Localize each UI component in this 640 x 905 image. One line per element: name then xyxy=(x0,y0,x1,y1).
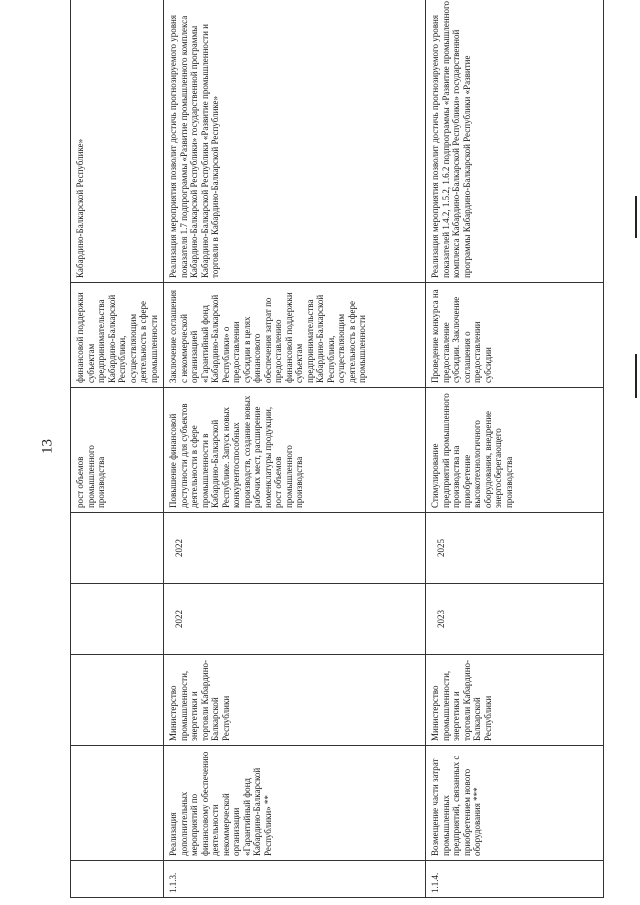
cell-indicator-link: Реализация мероприятия позволит достичь прогнозируемого уровня показателя 1.7 подпрограммы «Развитие промышленного комплекса Кабардино-Балкарской Республики» государственной программы Кабардино-Балкарской Республики «Развитие промышленности и торговли в Кабардино-Балкарской Республике» xyxy=(164,0,426,283)
cell-number xyxy=(71,861,164,898)
cell-end-year: 2025 xyxy=(426,513,604,584)
cell-executor xyxy=(71,655,164,746)
cell-number: 1.1.3. xyxy=(164,861,426,898)
cell-end-year: 2022 xyxy=(164,513,426,584)
activities-table xyxy=(70,0,604,898)
edge-mark-top xyxy=(635,196,637,238)
cell-implementation: финансовой поддержки субъектам предпринимательства Кабардино-Балкарской Республики, осуществляющим деятельность в сфере промышленности xyxy=(71,283,164,388)
cell-indicator-link: Реализация мероприятия позволит достичь прогнозируемого уровня показателей 1.4.2, 1.5.2, 1.6.2 подпрограммы «Развитие промышленного комплекса Кабардино-Балкарской Республики» государственной программы Кабардино-Балкарской Республики «Развитие xyxy=(426,0,604,283)
cell-expected-result: Стимулирование предприятий промышленного производства на приобретение высокотехнологичного оборудования, внедрение энергосберегающего производства xyxy=(426,388,604,513)
cell-start-year: 2023 xyxy=(426,584,604,655)
cell-activity-name: Реализация дополнительных мероприятий по финансовому обеспечению деятельности некоммерческой организации «Гарантийный фонд Кабардино-Балкарской Республики» ** xyxy=(164,746,426,861)
cell-start-year: 2022 xyxy=(164,584,426,655)
cell-executor: Министерство промышленности, энергетики и торговли Кабардино-Балкарской Республики xyxy=(426,655,604,746)
cell-implementation: Заключение соглашения с некоммерческой организацией «Гарантийный фонд Кабардино-Балкарской Республики» о предоставлении субсидии в целях финансового обеспечения затрат по предоставлению финансовой поддержки субъектам предпринимательства Кабардино-Балкарской Республики, осуществляющим деятельность в сфере промышленности xyxy=(164,283,426,388)
cell-executor: Министерство промышленности, энергетики и торговли Кабардино-Балкарской Республики xyxy=(164,655,426,746)
table-row xyxy=(426,0,604,898)
page-number: 13 xyxy=(39,439,56,454)
edge-mark-bottom xyxy=(635,354,637,398)
cell-implementation: Проведение конкурса на предоставление субсидии. Заключение соглашения о предоставлении субсидии xyxy=(426,283,604,388)
cell-activity-name: Возмещение части затрат промышленных предприятий, связанных с приобретением нового оборудования *** xyxy=(426,746,604,861)
cell-activity-name xyxy=(71,746,164,861)
table-row xyxy=(71,0,164,898)
table-sheet xyxy=(70,1,594,898)
table-row xyxy=(164,0,426,898)
rotated-table-wrapper xyxy=(70,1,594,898)
cell-start-year xyxy=(71,584,164,655)
cell-number: 1.1.4. xyxy=(426,861,604,898)
cell-indicator-link: Кабардино-Балкарской Республике» xyxy=(71,0,164,283)
cell-end-year xyxy=(71,513,164,584)
cell-expected-result: рост объемов промышленного производства xyxy=(71,388,164,513)
cell-expected-result: Повышение финансовой доступности для субъектов деятельности в сфере промышленности в Кабардино-Балкарской Республике. Запуск новых конкурентоспособных производств, создание новых рабочих мест, расширение номенклатуры продукции, рост объемов промышленного производства xyxy=(164,388,426,513)
